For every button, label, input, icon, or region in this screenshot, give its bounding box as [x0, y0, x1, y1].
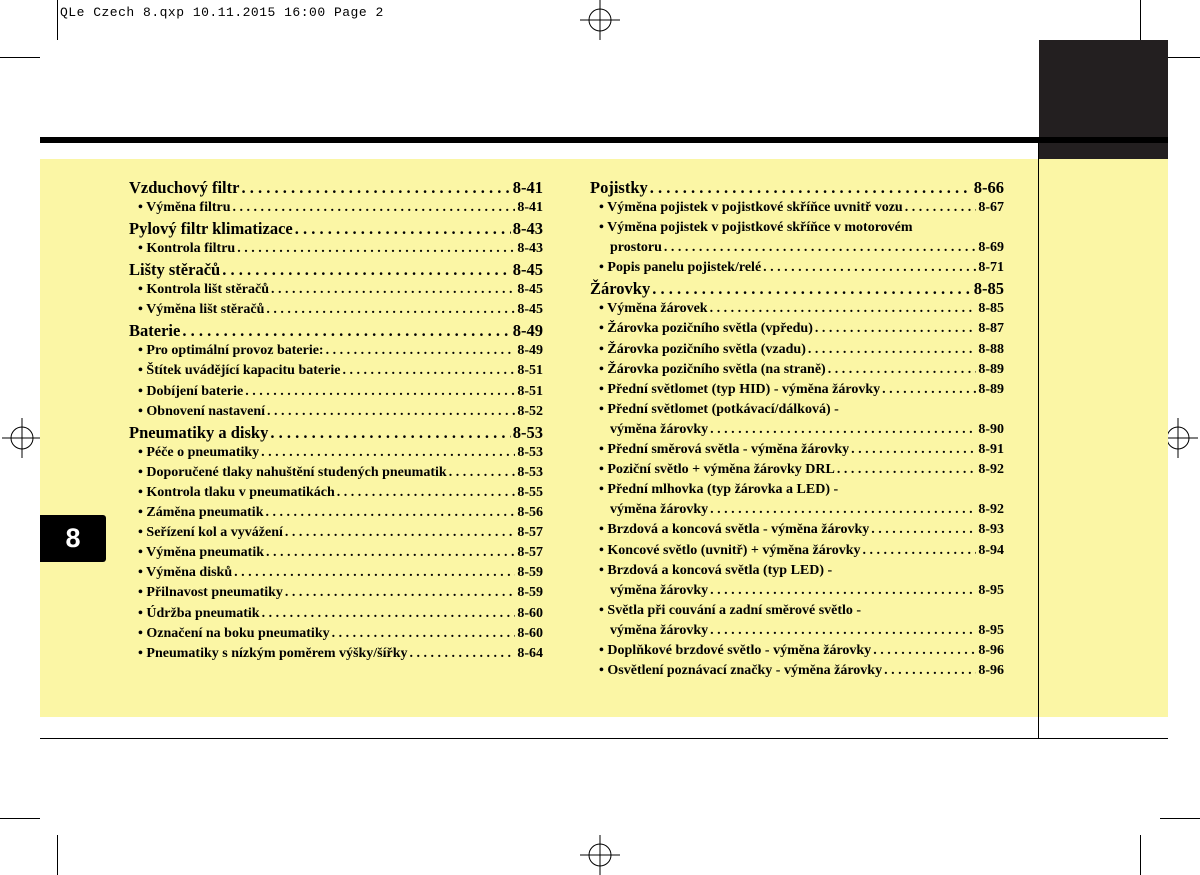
- index-heading: [129, 320, 543, 341]
- entry-title: • Štítek uvádějící kapacitu baterie: [138, 363, 341, 379]
- entry-title: • Žárovka pozičního světla (na straně): [599, 361, 826, 377]
- index-entry: [129, 341, 543, 361]
- entry-title: Baterie: [129, 321, 181, 341]
- entry-title: • Přední světlomet (typ HID) - výměna žárovky: [599, 381, 881, 397]
- registration-mark-icon: [580, 835, 620, 875]
- index-heading: [129, 259, 543, 280]
- entry-page: 8-51: [517, 383, 543, 399]
- entry-title: • Světla při couvání a zadní směrové světlo -: [599, 602, 862, 618]
- index-entry: [129, 543, 543, 563]
- entry-page: 8-69: [978, 240, 1004, 256]
- dot-leader: [267, 402, 515, 422]
- entry-page: 8-53: [517, 464, 543, 480]
- dot-leader: [265, 503, 515, 523]
- entry-title: • Poziční světlo + výměna žárovky DRL: [599, 462, 835, 478]
- index-entry: [129, 361, 543, 381]
- crop-mark: [1160, 818, 1200, 819]
- entry-title: • Výměna pojistek v pojistkové skříňce uvnitř vozu: [599, 200, 903, 215]
- dot-leader: [285, 523, 515, 543]
- entry-page: 8-67: [978, 200, 1004, 215]
- entry-title: • Péče o pneumatiky: [138, 444, 260, 460]
- entry-title: Pneumatiky a disky: [129, 422, 269, 442]
- entry-title: • Doplňkové brzdové světlo - výměna žárovky: [599, 642, 872, 658]
- index-entry: [590, 218, 1004, 238]
- entry-page: 8-55: [517, 484, 543, 500]
- entry-title: • Kontrola filtru: [138, 241, 236, 257]
- entry-title: • Přední světlomet (potkávací/dálková) -: [599, 401, 839, 417]
- entry-title: Lišty stěračů: [129, 260, 221, 280]
- dot-leader: [285, 583, 515, 603]
- dot-leader: [233, 198, 516, 218]
- dot-leader: [241, 177, 510, 198]
- entry-title: Žárovky: [590, 279, 651, 299]
- entry-page: 8-45: [517, 282, 543, 298]
- index-entry: [590, 440, 1004, 460]
- dot-leader: [266, 543, 515, 563]
- index-entry: [590, 480, 1004, 500]
- dot-leader: [763, 258, 976, 278]
- index-heading: [129, 422, 543, 443]
- entry-title: výměna žárovky: [610, 582, 709, 598]
- entry-page: 8-53: [517, 444, 543, 460]
- entry-page: 8-45: [512, 260, 543, 280]
- dot-leader: [851, 440, 976, 460]
- dot-leader: [449, 463, 516, 483]
- entry-title: • Výměna žárovek: [599, 301, 708, 317]
- entry-page: 8-94: [978, 542, 1004, 558]
- index-entry: [590, 601, 1004, 621]
- index-entry: [590, 340, 1004, 360]
- crop-mark: [57, 0, 58, 40]
- index-heading: [590, 278, 1004, 299]
- entry-page: 8-95: [978, 622, 1004, 638]
- dot-leader: [650, 177, 972, 198]
- dot-leader: [234, 563, 515, 583]
- entry-page: 8-60: [517, 625, 543, 641]
- dot-leader: [871, 520, 976, 540]
- entry-page: 8-66: [973, 178, 1004, 197]
- crop-mark: [1140, 0, 1141, 40]
- entry-title: • Doporučené tlaky nahuštění studených pneumatik: [138, 464, 447, 480]
- entry-page: 8-95: [978, 582, 1004, 598]
- entry-page: 8-51: [517, 363, 543, 379]
- entry-title: • Seřízení kol a vyvážení: [138, 525, 283, 541]
- index-entry: [590, 581, 1004, 601]
- entry-page: 8-93: [978, 522, 1004, 538]
- dot-leader: [410, 644, 516, 664]
- index-entry: [590, 460, 1004, 480]
- entry-page: 8-89: [978, 381, 1004, 397]
- index-entry: [129, 300, 543, 320]
- entry-page: 8-89: [978, 361, 1004, 377]
- entry-page: 8-49: [517, 343, 543, 359]
- index-entry: [129, 644, 543, 664]
- index-entry: [590, 400, 1004, 420]
- dot-leader: [710, 621, 976, 641]
- entry-page: 8-90: [978, 421, 1004, 437]
- index-entry: [590, 621, 1004, 641]
- entry-title: • Kontrola lišt stěračů: [138, 282, 270, 298]
- entry-page: 8-56: [517, 505, 543, 521]
- entry-title: • Přední mlhovka (typ žárovka a LED) -: [599, 482, 839, 498]
- dot-leader: [710, 581, 976, 601]
- index-entry: [590, 520, 1004, 540]
- entry-title: • Výměna pneumatik: [138, 545, 264, 561]
- dot-leader: [710, 500, 976, 520]
- entry-page: 8-96: [978, 642, 1004, 658]
- entry-page: 8-88: [978, 341, 1004, 357]
- dot-leader: [882, 380, 976, 400]
- dot-leader: [808, 340, 976, 360]
- dot-leader: [828, 360, 977, 380]
- index-entry: [590, 661, 1004, 681]
- entry-title: • Brzdová a koncová světla (typ LED) -: [599, 562, 833, 578]
- entry-title: • Obnovení nastavení: [138, 403, 266, 419]
- index-entry: [590, 561, 1004, 581]
- dot-leader: [182, 320, 510, 341]
- entry-title: • Kontrola tlaku v pneumatikách: [138, 484, 335, 500]
- index-entry: [590, 360, 1004, 380]
- dot-leader: [905, 198, 977, 218]
- dot-leader: [261, 443, 515, 463]
- index-entry: [590, 299, 1004, 319]
- entry-page: 8-57: [517, 525, 543, 541]
- index-entry: [590, 380, 1004, 400]
- entry-title: výměna žárovky: [610, 502, 709, 518]
- entry-title: • Výměna lišt stěračů: [138, 302, 265, 318]
- crop-mark: [1140, 835, 1141, 875]
- index-entry: [129, 402, 543, 422]
- dot-leader: [342, 361, 515, 381]
- index-entry: [590, 500, 1004, 520]
- dot-leader: [266, 300, 515, 320]
- dot-leader: [837, 460, 977, 480]
- entry-title: • Žárovka pozičního světla (vzadu): [599, 341, 806, 357]
- entry-title: prostoru: [610, 240, 662, 256]
- index-entry: [129, 604, 543, 624]
- entry-page: 8-96: [978, 663, 1004, 679]
- crop-mark: [57, 835, 58, 875]
- entry-page: 8-52: [517, 403, 543, 419]
- entry-title: • Označení na boku pneumatiky: [138, 625, 330, 641]
- entry-page: 8-85: [978, 301, 1004, 317]
- entry-title: Pojistky: [590, 178, 648, 197]
- index-entry: [129, 583, 543, 603]
- dot-leader: [262, 604, 516, 624]
- crop-mark: [0, 818, 40, 819]
- index-entry: [129, 443, 543, 463]
- dot-leader: [873, 641, 976, 661]
- entry-title: • Záměna pneumatik: [138, 505, 264, 521]
- index-entry: [129, 563, 543, 583]
- index-entry: [129, 463, 543, 483]
- entry-page: 8-85: [973, 279, 1004, 299]
- index-entry: [129, 198, 543, 218]
- index-entry: [129, 624, 543, 644]
- dot-leader: [664, 238, 976, 258]
- dot-leader: [245, 382, 515, 402]
- entry-title: výměna žárovky: [610, 622, 709, 638]
- index-heading: [590, 177, 1004, 198]
- entry-page: 8-57: [517, 545, 543, 561]
- entry-page: 8-43: [512, 219, 543, 239]
- bottom-rule: [40, 738, 1168, 739]
- dot-leader: [337, 483, 516, 503]
- index-entry: [129, 280, 543, 300]
- top-rule: [40, 137, 1168, 143]
- dot-leader: [326, 341, 516, 361]
- entry-page: 8-53: [512, 422, 543, 442]
- index-column-left: [129, 177, 543, 664]
- entry-page: 8-59: [517, 565, 543, 581]
- dot-leader: [815, 319, 976, 339]
- index-heading: [129, 218, 543, 239]
- index-entry: [129, 483, 543, 503]
- entry-page: 8-43: [517, 241, 543, 257]
- dot-leader: [237, 239, 515, 259]
- print-slug: QLe Czech 8.qxp 10.11.2015 16:00 Page 2: [60, 5, 384, 20]
- entry-page: 8-45: [517, 302, 543, 318]
- index-entry: [590, 541, 1004, 561]
- entry-title: • Údržba pneumatik: [138, 605, 260, 621]
- registration-mark-icon: [2, 418, 42, 458]
- entry-title: • Pneumatiky s nízkým poměrem výšky/šířky: [138, 645, 408, 661]
- entry-title: • Výměna pojistek v pojistkové skříňce v motorovém: [599, 220, 913, 236]
- entry-title: • Výměna filtru: [138, 200, 231, 215]
- entry-page: 8-60: [517, 605, 543, 621]
- dot-leader: [270, 422, 510, 443]
- entry-title: Pylový filtr klimatizace: [129, 219, 293, 239]
- dot-leader: [295, 218, 511, 239]
- index-entry: [590, 258, 1004, 278]
- index-column-right: [590, 177, 1004, 681]
- entry-page: 8-49: [512, 321, 543, 341]
- dot-leader: [332, 624, 516, 644]
- dot-leader: [222, 259, 511, 280]
- entry-title: • Koncové světlo (uvnitř) + výměna žárovky: [599, 542, 861, 558]
- entry-title: • Žárovka pozičního světla (vpředu): [599, 321, 813, 337]
- index-entry: [129, 503, 543, 523]
- index-entry: [129, 523, 543, 543]
- index-entry: [590, 238, 1004, 258]
- entry-page: 8-92: [978, 502, 1004, 518]
- crop-mark: [0, 57, 40, 58]
- dot-leader: [652, 278, 972, 299]
- index-entry: [590, 641, 1004, 661]
- index-entry: [129, 382, 543, 402]
- entry-title: • Pro optimální provoz baterie:: [138, 343, 324, 359]
- dot-leader: [710, 299, 977, 319]
- dot-leader: [862, 541, 976, 561]
- margin-rule: [1038, 143, 1039, 739]
- chapter-tab: 8: [40, 515, 106, 562]
- entry-page: 8-71: [978, 260, 1004, 276]
- dot-leader: [271, 280, 515, 300]
- entry-title: • Výměna disků: [138, 565, 233, 581]
- entry-title: Vzduchový filtr: [129, 178, 240, 197]
- index-entry: [129, 239, 543, 259]
- entry-title: výměna žárovky: [610, 421, 709, 437]
- entry-page: 8-91: [978, 442, 1004, 458]
- entry-page: 8-92: [978, 462, 1004, 478]
- index-entry: [590, 420, 1004, 440]
- registration-mark-icon: [580, 0, 620, 40]
- entry-title: • Dobíjení baterie: [138, 383, 244, 399]
- entry-page: 8-41: [517, 200, 543, 215]
- index-entry: [590, 198, 1004, 218]
- index-entry: [590, 319, 1004, 339]
- entry-page: 8-64: [517, 645, 543, 661]
- dot-leader: [884, 661, 976, 681]
- entry-page: 8-87: [978, 321, 1004, 337]
- entry-page: 8-41: [512, 178, 543, 197]
- dot-leader: [710, 420, 976, 440]
- entry-title: • Přilnavost pneumatiky: [138, 585, 283, 601]
- index-heading: [129, 177, 543, 198]
- entry-title: • Osvětlení poznávací značky - výměna žárovky: [599, 663, 883, 679]
- entry-title: • Popis panelu pojistek/relé: [599, 260, 762, 276]
- entry-title: • Brzdová a koncová světla - výměna žárovky: [599, 522, 870, 538]
- entry-title: • Přední směrová světla - výměna žárovky: [599, 442, 850, 458]
- entry-page: 8-59: [517, 585, 543, 601]
